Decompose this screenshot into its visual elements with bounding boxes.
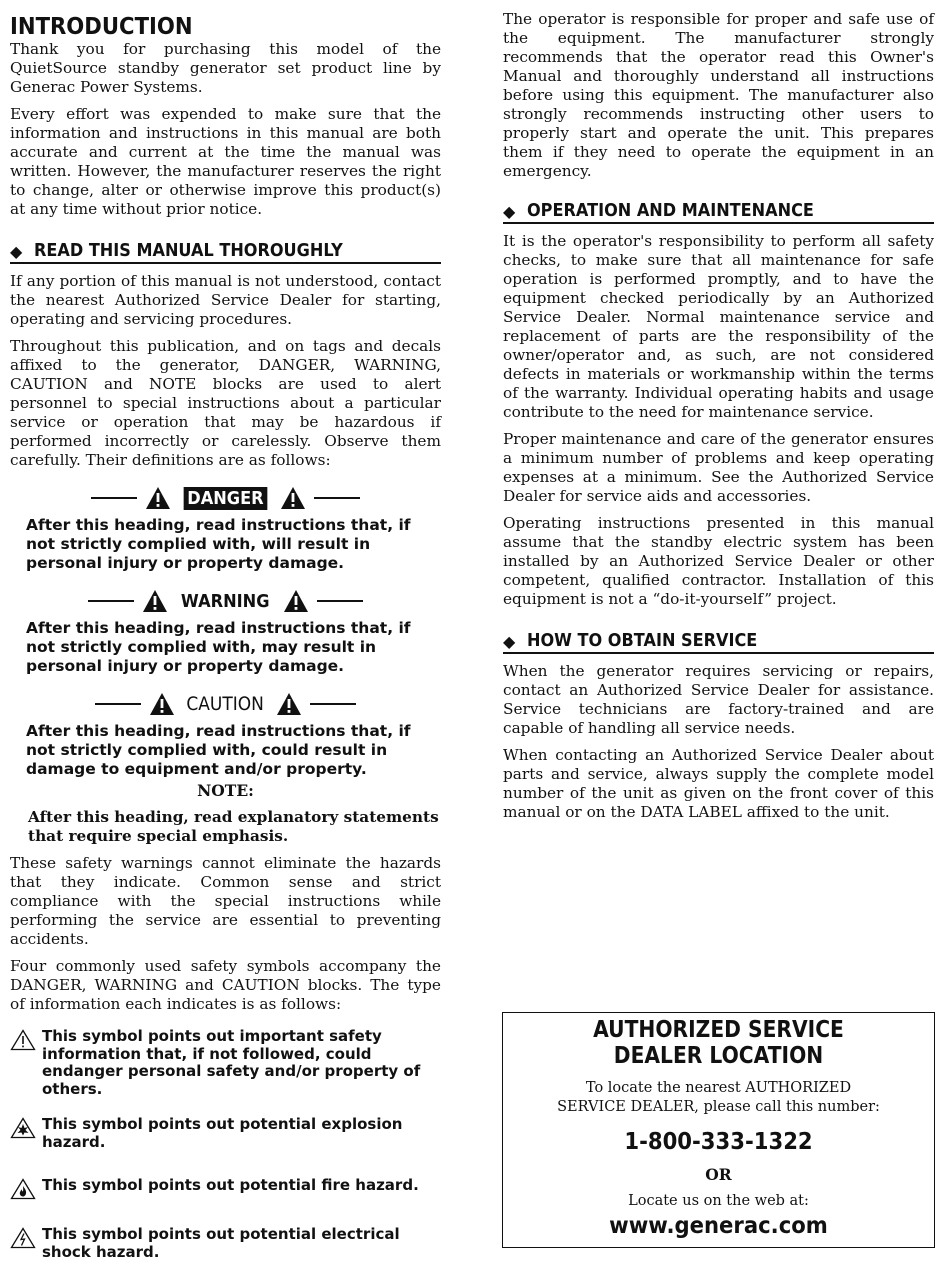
fire-hazard-icon	[10, 1178, 36, 1200]
list-item	[10, 1226, 441, 1261]
left-column	[10, 10, 441, 1279]
section-heading-read-manual	[10, 241, 441, 264]
caution-label: CAUTION	[186, 693, 265, 715]
warning-description: After this heading, read instructions that, if not strictly complied with, may result in personal injury or property damage.	[26, 619, 411, 675]
safety-paragraph-2: Four commonly used safety symbols accompany the DANGER, WARNING and CAUTION blocks. The type of information each indicates is as follows:	[10, 957, 441, 1013]
warning-triangle-icon	[10, 1029, 36, 1051]
symbol-description: This symbol points out potential explosion hazard.	[42, 1115, 403, 1151]
danger-description: After this heading, read instructions that, if not strictly complied with, will result in personal injury or property damage.	[26, 516, 411, 572]
intro-paragraph-2: Every effort was expended to make sure that the information and instructions in this manual are both accurate and current at the time the manual was written. However, the manufacturer reserves the right to change, alter or otherwise improve this product(s) at any time without prior notice.	[10, 105, 441, 218]
read-paragraph-2: Throughout this publication, and on tags and decals affixed to the generator, DANGER, WARNING, CAUTION and NOTE blocks are used to alert personnel to special instructions about a particular service or operation that may be hazardous if performed incorrectly or carelessly. Observe them carefully. Their definitions are as follows:	[10, 337, 441, 469]
read-paragraph-1: If any portion of this manual is not understood, contact the nearest Authorized Service Dealer for starting, operating and servicing procedures.	[10, 272, 441, 328]
danger-heading	[10, 486, 441, 510]
note-label: NOTE:	[197, 781, 254, 800]
warning-triangle-icon	[142, 589, 168, 613]
symbol-description: This symbol points out potential fire hazard.	[42, 1176, 419, 1194]
warning-label: WARNING	[181, 590, 270, 612]
list-item	[10, 1177, 441, 1200]
right-column	[503, 10, 934, 830]
section-heading-text: READ THIS MANUAL THOROUGHLY	[34, 241, 344, 261]
symbol-description: This symbol points out important safety information that, if not followed, could endanger personal safety and/or property of others.	[42, 1027, 421, 1098]
service-paragraph-2: When contacting an Authorized Service Dealer about parts and service, always supply the complete model number of the unit as given on the front cover of this manual or on the DATA LABEL affixed to the unit.	[503, 746, 934, 821]
note-description: After this heading, read explanatory statements that require special emphasis.	[28, 808, 439, 845]
maintenance-paragraph-3: Operating instructions presented in this manual assume that the standby electric system has been installed by an Authorized Service Dealer or other competent, qualified contractor. Installation of this equipment is not a “do-it-yourself” project.	[503, 514, 934, 608]
danger-label: DANGER	[184, 487, 268, 510]
operator-paragraph: The operator is responsible for proper and safe use of the equipment. The manufacturer strongly recommends that the operator read this Owner's Manual and thoroughly understand all instructions before using this equipment. The manufacturer also strongly recommends instructing other users to properly start and operate the unit. This prepares them if they need to operate the equipment in an emergency.	[503, 10, 934, 180]
list-item	[10, 1028, 441, 1098]
warning-triangle-icon	[283, 589, 309, 613]
maintenance-paragraph-2: Proper maintenance and care of the generator ensures a minimum number of problems and keep operating expenses at a minimum. See the Authorized Service Dealer for service aids and accessories.	[503, 430, 934, 505]
section-heading-text: OPERATION AND MAINTENANCE	[527, 201, 815, 221]
diamond-bullet-icon: ◆	[503, 201, 516, 221]
section-heading-operation-maintenance	[503, 201, 934, 224]
warning-triangle-icon	[145, 486, 171, 510]
dealer-box-title-line-1: AUTHORIZED SERVICE	[593, 1017, 844, 1043]
section-heading-text: HOW TO OBTAIN SERVICE	[527, 631, 758, 651]
intro-paragraph-1: Thank you for purchasing this model of the QuietSource standby generator set product line by Generac Power Systems.	[10, 40, 441, 96]
dealer-location-box	[502, 1012, 935, 1248]
caution-heading	[10, 692, 441, 716]
dealer-box-instructions: To locate the nearest AUTHORIZED SERVICE DEALER, please call this number:	[557, 1080, 880, 1115]
dealer-box-title	[529, 1017, 908, 1069]
dealer-phone-number: 1-800-333-1322	[624, 1129, 813, 1155]
dealer-web-text: Locate us on the web at:	[628, 1193, 809, 1209]
section-heading-obtain-service	[503, 631, 934, 654]
list-item	[10, 1116, 441, 1151]
diamond-bullet-icon: ◆	[503, 631, 516, 651]
dealer-box-title-line-2: DEALER LOCATION	[613, 1043, 824, 1069]
warning-triangle-icon	[149, 692, 175, 716]
dealer-website-link[interactable]: www.generac.com	[609, 1213, 828, 1239]
dealer-box-or: OR	[705, 1165, 732, 1184]
caution-description: After this heading, read instructions that, if not strictly complied with, could result in damage to equipment and/or property.	[26, 722, 411, 778]
maintenance-paragraph-1: It is the operator's responsibility to perform all safety checks, to make sure that all maintenance for safe operation is performed promptly, and to have the equipment checked periodically by an Authorized Service Dealer. Normal maintenance service and replacement of parts are the responsibility of the owner/operator and, as such, are not considered defects in materials or workmanship within the terms of the warranty. Individual operating habits and usage contribute to the need for maintenance service.	[503, 232, 934, 421]
safety-symbols-list	[10, 1028, 441, 1261]
symbol-description: This symbol points out potential electrical shock hazard.	[42, 1225, 400, 1261]
warning-triangle-icon	[276, 692, 302, 716]
service-paragraph-1: When the generator requires servicing or repairs, contact an Authorized Service Dealer for assistance. Service technicians are factory-trained and are capable of handling all service needs.	[503, 662, 934, 737]
page-title: INTRODUCTION	[10, 14, 193, 40]
warning-triangle-icon	[280, 486, 306, 510]
diamond-bullet-icon: ◆	[10, 241, 23, 261]
warning-heading	[10, 589, 441, 613]
explosion-hazard-icon	[10, 1117, 36, 1139]
electrical-shock-icon	[10, 1227, 36, 1249]
safety-paragraph-1: These safety warnings cannot eliminate the hazards that they indicate. Common sense and strict compliance with the special instructions while performing the service are essential to preventing accidents.	[10, 854, 441, 948]
